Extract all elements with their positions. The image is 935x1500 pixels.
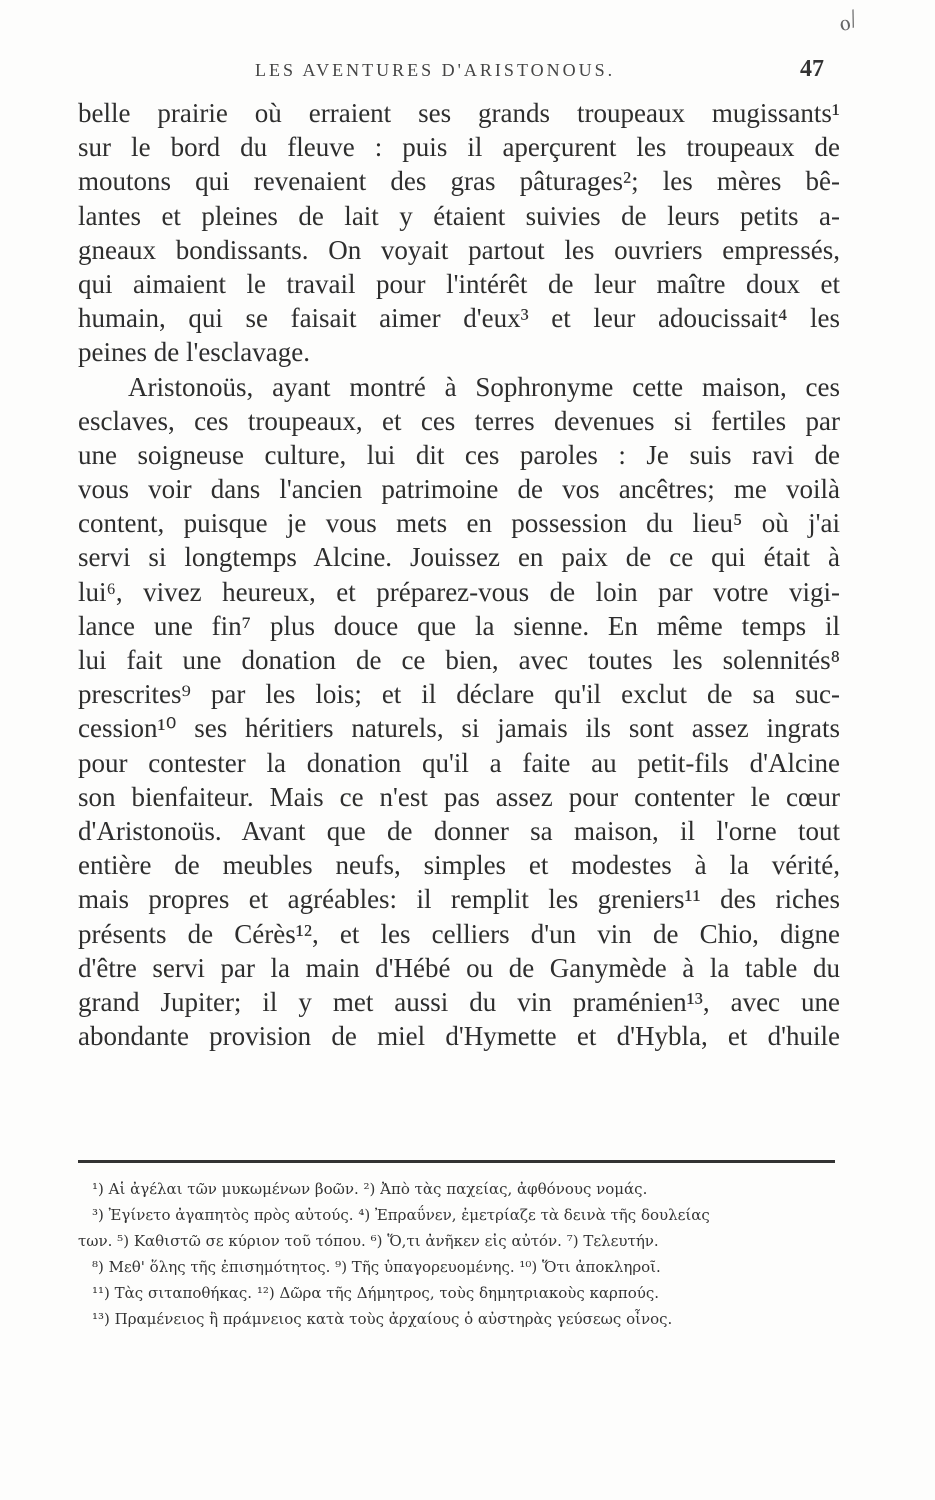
- text-line: entière de meubles neufs, simples et modestes à la vérité,: [78, 850, 840, 881]
- text-line: Aristonoüs, ayant montré à Sophronyme cette maison, ces: [128, 371, 840, 402]
- text-line: grand Jupiter; il y met aussi du vin praménien¹³, avec une: [78, 986, 840, 1017]
- text-line: belle prairie où erraient ses grands troupeaux mugissants¹: [78, 98, 840, 128]
- text-line: cession¹⁰ ses héritiers naturels, si jamais ils sont assez ingrats: [78, 713, 840, 744]
- footnotes: [78, 1176, 835, 1332]
- text-line: d'être servi par la main d'Hébé ou de Ganymède à la table du: [78, 952, 840, 983]
- text-line: gneaux bondissants. On voyait partout les ouvriers empressés,: [78, 234, 840, 265]
- footnote-divider: [78, 1160, 835, 1163]
- text-line: abondante provision de miel d'Hymette et d'Hybla, et d'huile: [78, 1021, 840, 1052]
- text-line: d'Aristonoüs. Avant que de donner sa maison, il l'orne tout: [78, 815, 840, 846]
- text-line: peines de l'esclavage.: [78, 337, 311, 368]
- text-line: prescrites⁹ par les lois; et il déclare qu'il exclut de sa suc-: [78, 679, 840, 710]
- text-line: son bienfaiteur. Mais ce n'est pas assez pour contenter le cœur: [78, 781, 840, 812]
- text-line: qui aimaient le travail pour l'intérêt de leur maître doux et: [78, 268, 840, 299]
- text-line: servi si longtemps Alcine. Jouissez en paix de ce qui était à: [78, 542, 840, 573]
- text-line: une soigneuse culture, lui dit ces paroles : Je suis ravi de: [78, 439, 840, 470]
- footnote-line: ³) Ἐγίνετο ἀγαπητὸς πρὸς αὐτούς. ⁴) Ἐπραΰνεν, ἐμετρίαζε τὰ δεινὰ τῆς δουλείας: [92, 1206, 710, 1224]
- text-line: lantes et pleines de lait y étaient suivies de leurs petits a-: [78, 200, 840, 231]
- corner-pencil-mark: ℴ/: [833, 3, 862, 38]
- text-line: esclaves, ces troupeaux, et ces terres devenues si fertiles par: [78, 405, 840, 436]
- footnote-line: ¹³) Πραμένειος ἢ πράμνειος κατὰ τοὺς ἀρχαίους ὁ αὐστηρὰς γεύσεως οἶνος.: [92, 1310, 673, 1328]
- text-line: lui fait une donation de ce bien, avec toutes les solennités⁸: [78, 645, 840, 675]
- text-line: lui⁶, vivez heureux, et préparez-vous de loin par votre vigi-: [78, 576, 840, 607]
- running-title: LES AVENTURES D'ARISTONOUS.: [255, 60, 616, 80]
- footnote-line: ⁸) Μεθ' ὅλης τῆς ἐπισημότητος. ⁹) Τῆς ὑπαγορευομένης. ¹⁰) Ὅτι ἀποκληροῖ.: [92, 1258, 661, 1276]
- text-line: lance une fin⁷ plus douce que la sienne. En même temps il: [78, 610, 840, 641]
- text-line: mais propres et agréables: il remplit les greniers¹¹ des riches: [78, 884, 840, 915]
- page-number: 47: [800, 56, 824, 82]
- text-line: humain, qui se faisait aimer d'eux³ et leur adoucissait⁴ les: [78, 303, 840, 334]
- text-line: vous voir dans l'ancien patrimoine de vos ancêtres; me voilà: [78, 474, 840, 505]
- footnote-line: ¹) Αἱ ἀγέλαι τῶν μυκωμένων βοῶν. ²) Ἀπὸ τὰς παχείας, ἀφθόνους νομάς.: [92, 1180, 648, 1198]
- text-line: moutons qui revenaient des gras pâturages²; les mères bê-: [78, 166, 840, 197]
- main-text: [78, 96, 840, 1053]
- footnote-line: των. ⁵) Καθιστῶ σε κύριον τοῦ τόπου. ⁶) Ὅ,τι ἀνῆκεν εἰς αὐτόν. ⁷) Τελευτήν.: [78, 1232, 659, 1250]
- text-line: présents de Cérès¹², et les celliers d'un vin de Chio, digne: [78, 918, 840, 949]
- text-line: content, puisque je vous mets en possession du lieu⁵ où j'ai: [78, 508, 840, 539]
- text-line: pour contester la donation qu'il a faite au petit-fils d'Alcine: [78, 747, 840, 778]
- text-line: sur le bord du fleuve : puis il aperçurent les troupeaux de: [78, 132, 840, 163]
- footnote-line: ¹¹) Τὰς σιταποθήκας. ¹²) Δῶρα τῆς Δήμητρος, τοὺς δημητριακοὺς καρπούς.: [92, 1284, 660, 1302]
